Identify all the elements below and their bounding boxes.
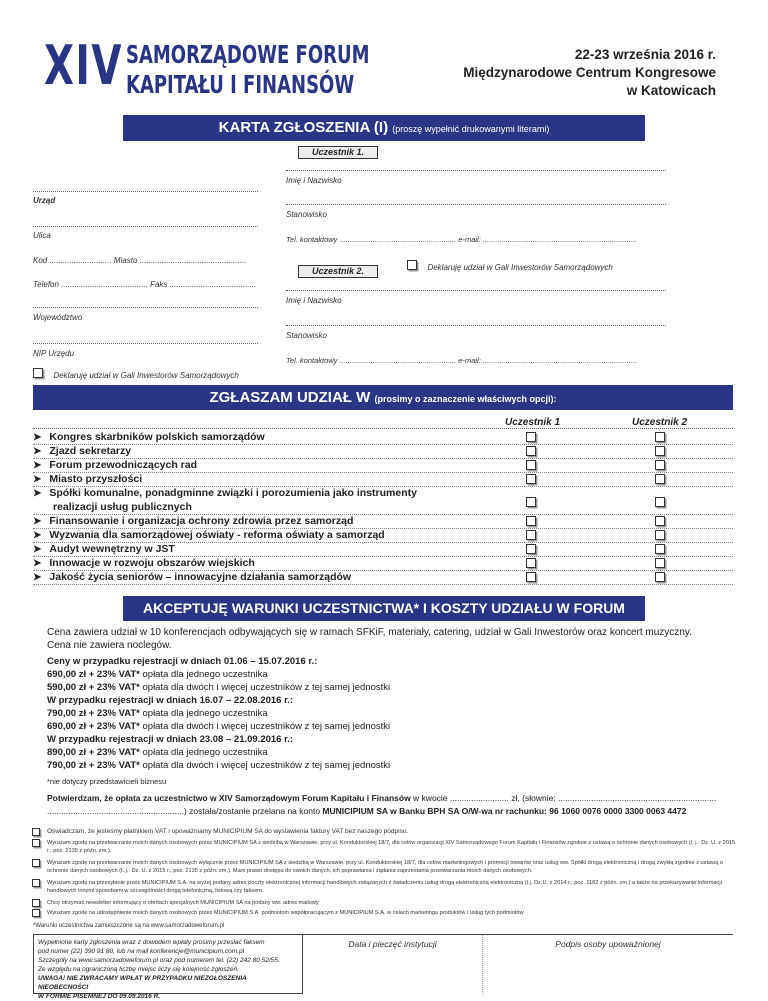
event-date: 22-23 września 2016 r. <box>574 47 716 62</box>
participant1-tag: Uczestnik 1. <box>298 146 378 159</box>
p2-name-field[interactable] <box>286 290 666 291</box>
session-row: ➤ Finansowanie i organizacja ochrony zdrowia przez samorząd <box>33 515 733 529</box>
session-checkbox-p1[interactable] <box>526 474 536 484</box>
accept-title: AKCEPTUJĘ WARUNKI UCZESTNICTWA* I KOSZTY UDZIAŁU W FORUM <box>143 600 625 616</box>
session-checkbox-p1[interactable] <box>526 460 536 470</box>
p2-position-label: Stanowisko <box>286 331 327 340</box>
session-checkbox-p2[interactable] <box>655 572 665 582</box>
price-line: 890,00 zł + 23% VAT* opłata dla jednego uczestnika <box>47 747 268 758</box>
declaration-checkbox[interactable] <box>32 828 40 836</box>
price-footnote: *nie dotyczy przedstawicieli biznesu <box>47 777 167 786</box>
participation-bar <box>33 385 733 410</box>
declaration-item: Chcę otrzymać newsletter informujący o ofertach specjalnych MUNICIPIUM SA na podany ww. adres mailowy <box>47 899 737 907</box>
session-checkbox-p2[interactable] <box>655 446 665 456</box>
declaration-item: Oświadczam, że jesteśmy płatnikiem VAT i upoważniamy MUNICIPIUM SA do wystawienia faktury VAT bez naszego podpisu. <box>47 828 737 836</box>
logo-line2: KAPITAŁU I FINANSÓW <box>126 70 355 99</box>
session-checkbox-p2[interactable] <box>655 474 665 484</box>
price-line: 790,00 zł + 23% VAT* opłata dla jednego uczestnika <box>47 708 268 719</box>
logo-line1: SAMORZĄDOWE FORUM <box>126 40 370 69</box>
p1-gala-checkbox[interactable] <box>407 260 417 270</box>
session-row: ➤ Audyt wewnętrzny w JST <box>33 543 733 557</box>
price-period-2: W przypadku rejestracji w dniach 16.07 – 22.08.2016 r.: <box>47 695 294 706</box>
session-checkbox-p2[interactable] <box>655 460 665 470</box>
signature-area[interactable] <box>483 934 733 994</box>
participant2-tag: Uczestnik 2. <box>298 265 378 278</box>
p1-name-field[interactable] <box>286 170 666 171</box>
p1-contact-field[interactable]: Tel. kontaktowy ........................................................ e-mail: .......................................................................... <box>286 235 638 244</box>
declaration-item: Wyrażam zgodę na przetwarzanie moich danych osobowych przez MUNICIPIUM SA z siedzibą w Warszawie, przy ul. Konduktorskiej 18/7, dla celów organizacji XIV Samorządowego Forum Kapitału i Finansów zgodnie z ustawą o ochronie danych osobowych (t. j.: Dz. U. z 2015 r., poz. 2135 z późn. zm.). <box>47 839 737 855</box>
accept-bar <box>123 596 645 621</box>
session-row-cont: realizacji usług publicznych <box>33 501 733 515</box>
session-row: ➤ Wyzwania dla samorządowej oświaty - reforma oświaty a samorząd <box>33 529 733 543</box>
price-intro-2: Cena nie zawiera noclegów. <box>47 640 172 651</box>
price-line: 790,00 zł + 23% VAT* opłata dla dwóch i więcej uczestników z tej samej jednostki <box>47 760 391 771</box>
declaration-checkbox[interactable] <box>32 909 40 917</box>
declaration-item: Wyrażam zgodę na przesyłanie przez MUNICIPIUM S.A. na wyżej podany adres poczty elektronicznej informacji handlowych związanych z świadczeniu usług drogą elektroniczną elektroniczną (t.j. Dz.U. z 2014 r., poz. 1182 z późn. zm.) a także na przekazywanie informacji handlowych innymi sposobami w szczególności drogą telefoniczną, listową czy faksem. <box>47 879 737 895</box>
session-row: ➤ Spółki komunalne, ponadgminne związki i porozumienia jako instrumenty <box>33 487 417 499</box>
p1-position-field[interactable] <box>286 204 666 205</box>
session-checkbox-p2[interactable] <box>655 530 665 540</box>
col-header-1: Uczestnik 1 <box>505 417 561 428</box>
logo-numeral: XIV <box>44 34 123 97</box>
logo <box>44 34 374 100</box>
signature-label: Podpis osoby upoważnionej <box>555 939 661 949</box>
nip-label: NIP Urzędu <box>33 349 75 358</box>
session-checkbox-p1[interactable] <box>526 497 536 507</box>
session-row: ➤ Jakość życia seniorów – innowacyjne działania samorządów <box>33 571 733 585</box>
price-period-3: W przypadku rejestracji w dniach 23.08 – 21.09.2016 r.: <box>47 734 294 745</box>
session-checkbox-p1[interactable] <box>526 558 536 568</box>
declaration-checkbox[interactable] <box>32 899 40 907</box>
session-checkbox-p1[interactable] <box>526 530 536 540</box>
session-checkbox-p1[interactable] <box>526 572 536 582</box>
session-checkbox-p2[interactable] <box>655 544 665 554</box>
telefon-faks-field[interactable]: Telefon ....................................... Faks ....................................... <box>33 280 257 289</box>
nip-field[interactable] <box>33 343 258 344</box>
payment-confirm-2[interactable]: ..........................................................) została/zostanie przelana na konto MUNICIPIUM SA w Banku BPH SA O/W-wa nr rachunku: 96 1060 0076 0000 3300 0063 4472 <box>47 806 687 816</box>
urzad-field[interactable] <box>33 226 258 227</box>
left-gala-checkbox[interactable] <box>33 368 43 378</box>
payment-confirm-1[interactable]: Potwierdzam, że opłata za uczestnictwo w XIV Samorządowym Forum Kapitału i Finansów w kwocie ......................... zł, (słownie: ................................................................... <box>47 793 717 803</box>
form-subtitle: (proszę wypełnić drukowanymi literami) <box>392 124 550 134</box>
p2-contact-field[interactable]: Tel. kontaktowy ........................................................ e-mail: .......................................................................... <box>286 356 638 365</box>
price-line: 590,00 zł + 23% VAT* opłata dla dwóch i więcej uczestników z tej samej jednostki <box>47 682 391 693</box>
form-title: KARTA ZGŁOSZENIA (I) <box>218 119 389 136</box>
price-line: 690,00 zł + 23% VAT* opłata dla dwóch i więcej uczestników z tej samej jednostki <box>47 721 391 732</box>
event-venue-1: Międzynarodowe Centrum Kongresowe <box>463 65 716 80</box>
declaration-checkbox[interactable] <box>32 859 40 867</box>
price-intro-1: Cena zawiera udział w 10 konferencjach odbywających się w ramach SFKiF, materiały, catering, udział w Gali Inwestorów oraz koncert muzyczny. <box>47 627 692 638</box>
left-gala-checkbox-row[interactable] <box>33 365 239 383</box>
form-title-bar <box>123 115 645 141</box>
p1-gala-label: Deklaruję udział w Gali Inwestorów Samorządowych <box>427 263 613 272</box>
urzad-label: Urząd <box>33 196 56 205</box>
instructions-box: Wypełnione karty zgłoszenia wraz z dowodem wpłaty prosimy przesłać faksem pod numer (22) 390 91 80, lub na mail konferencje@municipium.com.pl Szczegóły na www.samorzadoweforum.pl oraz pod numerem tel. (22) 242 80 52/55. Ze względu na ograniczoną liczbę miejsc liczy się kolejność zgłoszeń. UWAGA! NIE ZWRACAMY WPŁAT W PRZYPADKU NIEZGŁOSZENIA NIEOBECNOŚCI W FORMIE PISEMNEJ DO 09.09.2016 R. <box>33 934 303 994</box>
declaration-item: Wyrażam zgodę na udostępnienie moich danych osobowych przez MUNICIPIUM S.A. podmiotom współpracującym z MUNICIPIUM S.A. w celach marketingu produktów i usług tych podmiotów <box>47 909 737 917</box>
stamp-area[interactable] <box>303 934 483 994</box>
stamp-label: Data i pieczęć instytucji <box>348 939 437 949</box>
price-line: 690,00 zł + 23% VAT* opłata dla jednego uczestnika <box>47 669 268 680</box>
session-row: ➤ Forum przewodniczących rad <box>33 459 733 473</box>
p1-gala-checkbox-row[interactable] <box>407 257 613 275</box>
p1-name-label: Imię i Nazwisko <box>286 176 342 185</box>
wojewodztwo-field[interactable] <box>33 307 258 308</box>
session-checkbox-p2[interactable] <box>655 497 665 507</box>
participation-title: ZGŁASZAM UDZIAŁ W <box>209 389 371 406</box>
p2-position-field[interactable] <box>286 325 666 326</box>
session-checkbox-p2[interactable] <box>655 516 665 526</box>
declaration-checkbox[interactable] <box>32 839 40 847</box>
session-checkbox-p1[interactable] <box>526 544 536 554</box>
session-checkbox-p1[interactable] <box>526 446 536 456</box>
session-row: ➤ Zjazd sekretarzy <box>33 445 733 459</box>
session-checkbox-p2[interactable] <box>655 558 665 568</box>
col-header-2: Uczestnik 2 <box>632 417 688 428</box>
declaration-item: Wyrażam zgodę na przetwarzanie moich danych osobowych wyłącznie przez MUNICIPIUM SA z siedzibą w Warszawie, przy ul. Konduktorskiej 18/7, dla celów marketingowych i promocji towarów oraz usług ww. Spółki drogą elektroniczną i drogą zwykłą zgodnie z ustawą o ochronie danych osobowych (t. j.: Dz. U. z 2015 r., poz. 2135 z późn. zm.). Mam prawo dostępu do swoich danych, ich poprawiania i żądania zaprzestania przetwarzania moich danych osobowych. <box>47 859 737 875</box>
left-gala-label: Deklaruję udział w Gali Inwestorów Samorządowych <box>53 371 239 380</box>
session-checkbox-p2[interactable] <box>655 432 665 442</box>
terms-note: *Warunki uczestnictwa zamieszczone są na www.samorzadoweforum.pl <box>33 923 225 929</box>
session-checkbox-p1[interactable] <box>526 516 536 526</box>
declaration-checkbox[interactable] <box>32 879 40 887</box>
session-row: ➤ Kongres skarbników polskich samorządów <box>33 431 733 445</box>
p2-name-label: Imię i Nazwisko <box>286 296 342 305</box>
p1-position-label: Stanowisko <box>286 210 327 219</box>
kod-miasto-field[interactable]: Kod ............................ Miasto ................................................ <box>33 256 247 265</box>
event-venue-2: w Katowicach <box>626 83 716 98</box>
wojewodztwo-label: Województwo <box>33 313 83 322</box>
participation-subtitle: (prosimy o zaznaczenie właściwych opcji): <box>374 394 557 404</box>
ulica-label: Ulica <box>33 231 51 240</box>
price-period-1: Ceny w przypadku rejestracji w dniach 01.06 – 15.07.2016 r.: <box>47 656 318 667</box>
session-row: ➤ Innowacje w rozwoju obszarów wiejskich <box>33 557 733 571</box>
session-row: ➤ Miasto przyszłości <box>33 473 733 487</box>
session-checkbox-p1[interactable] <box>526 432 536 442</box>
event-info <box>463 46 716 100</box>
